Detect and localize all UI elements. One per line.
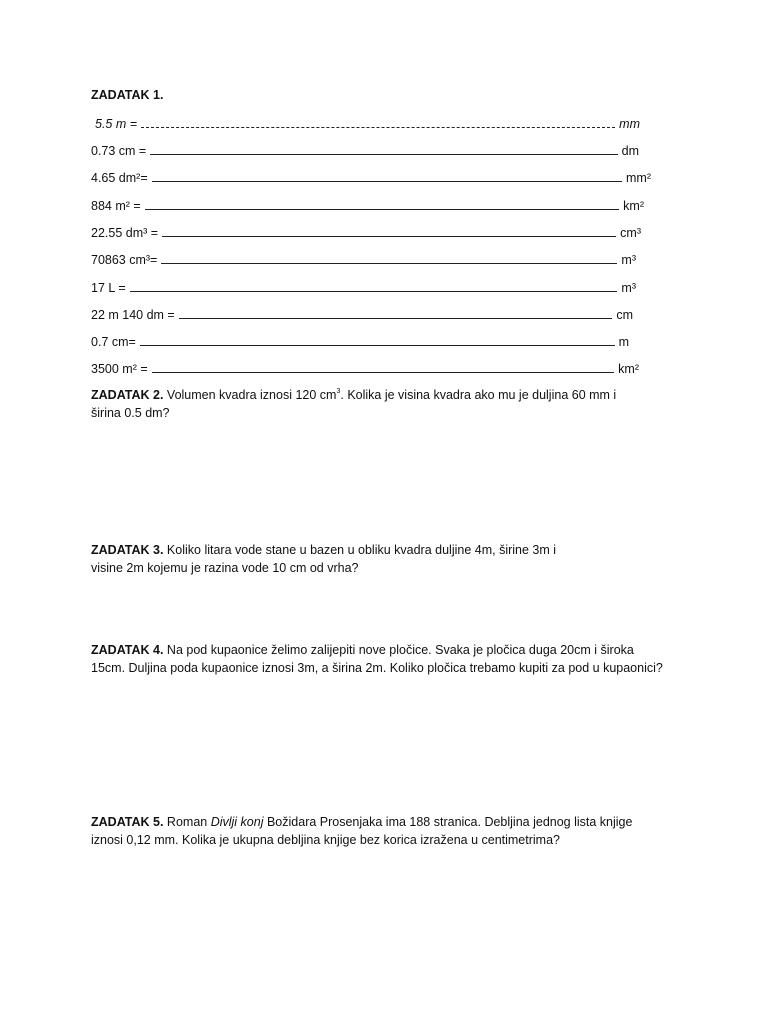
task5-text-b: Božidara Prosenjaka ima 188 stranica. Debljina jednog lista knjige iznosi 0,12 mm. Kolika je ukupna debljina knjige bez korica izražena u centimetrima? (91, 815, 633, 847)
conversion-unit: dm (621, 144, 639, 158)
conversion-row-2 (91, 140, 639, 158)
task5-label: ZADATAK 5. (91, 815, 164, 829)
task5-paragraph (91, 813, 656, 849)
task4-paragraph (91, 641, 663, 677)
answer-blank[interactable] (179, 317, 613, 319)
answer-blank[interactable] (140, 344, 615, 346)
answer-blank[interactable] (130, 290, 618, 292)
conversion-left: 3500 m² = (91, 362, 148, 376)
task2-sup: 3 (336, 388, 341, 395)
task3-text: Koliko litara vode stane u bazen u obliku kvadra duljine 4m, širine 3m i visine 2m kojemu je razina vode 10 cm od vrha? (91, 543, 557, 575)
conversion-row-7 (91, 277, 636, 295)
task5-book-title: Divlji konj (210, 815, 264, 829)
conversion-unit: m³ (621, 281, 636, 295)
conversion-row-4 (91, 195, 644, 213)
conversion-row-8 (91, 304, 633, 322)
answer-blank[interactable] (162, 235, 616, 237)
conversion-row-3 (91, 167, 651, 185)
conversion-left: 0.73 cm = (91, 144, 147, 158)
conversion-left: 22 m 140 dm = (91, 308, 175, 322)
conversion-left: 4.65 dm²= (91, 171, 148, 185)
conversion-unit: mm (619, 117, 640, 131)
task5-text-a: Roman (163, 815, 211, 829)
answer-blank[interactable] (152, 180, 622, 182)
conversion-row-9 (91, 331, 629, 349)
conversion-unit: km² (623, 199, 644, 213)
conversion-unit: km² (618, 362, 639, 376)
answer-blank[interactable] (150, 153, 617, 155)
conversion-unit: cm (616, 308, 633, 322)
conversion-row-6 (91, 249, 636, 267)
task3-label: ZADATAK 3. (91, 543, 164, 557)
answer-blank[interactable] (161, 262, 617, 264)
task3-paragraph (91, 541, 591, 577)
conversion-unit: cm³ (620, 226, 641, 240)
answer-blank[interactable] (152, 371, 615, 373)
task2-label: ZADATAK 2. (91, 388, 164, 402)
conversion-left: 5.5 m = (95, 117, 138, 131)
task2-text-b: . Kolika je visina kvadra ako mu je duljina 60 mm i širina 0.5 dm? (91, 388, 617, 420)
conversion-left: 17 L = (91, 281, 126, 295)
task2-paragraph (91, 386, 646, 422)
task4-text: Na pod kupaonice želimo zalijepiti nove pločice. Svaka je pločica duga 20cm i široka 15cm. Duljina poda kupaonice iznosi 3m, a širina 2m. Koliko pločica trebamo kupiti za pod u kupaonici? (91, 643, 663, 675)
answer-blank[interactable] (141, 126, 615, 128)
conversion-row-10 (91, 358, 639, 376)
answer-blank[interactable] (145, 208, 619, 210)
conversion-left: 22.55 dm³ = (91, 226, 159, 240)
conversion-left: 884 m² = (91, 199, 141, 213)
conversion-row-1 (95, 113, 640, 131)
task2-text-a: Volumen kvadra iznosi 120 cm (163, 388, 337, 402)
conversion-unit: m³ (621, 253, 636, 267)
task4-label: ZADATAK 4. (91, 643, 164, 657)
conversion-unit: mm² (626, 171, 651, 185)
conversion-unit: m (618, 335, 629, 349)
task1-heading: ZADATAK 1. (91, 88, 164, 102)
conversion-row-5 (91, 222, 641, 240)
conversion-left: 0.7 cm= (91, 335, 136, 349)
conversion-left: 70863 cm³= (91, 253, 158, 267)
